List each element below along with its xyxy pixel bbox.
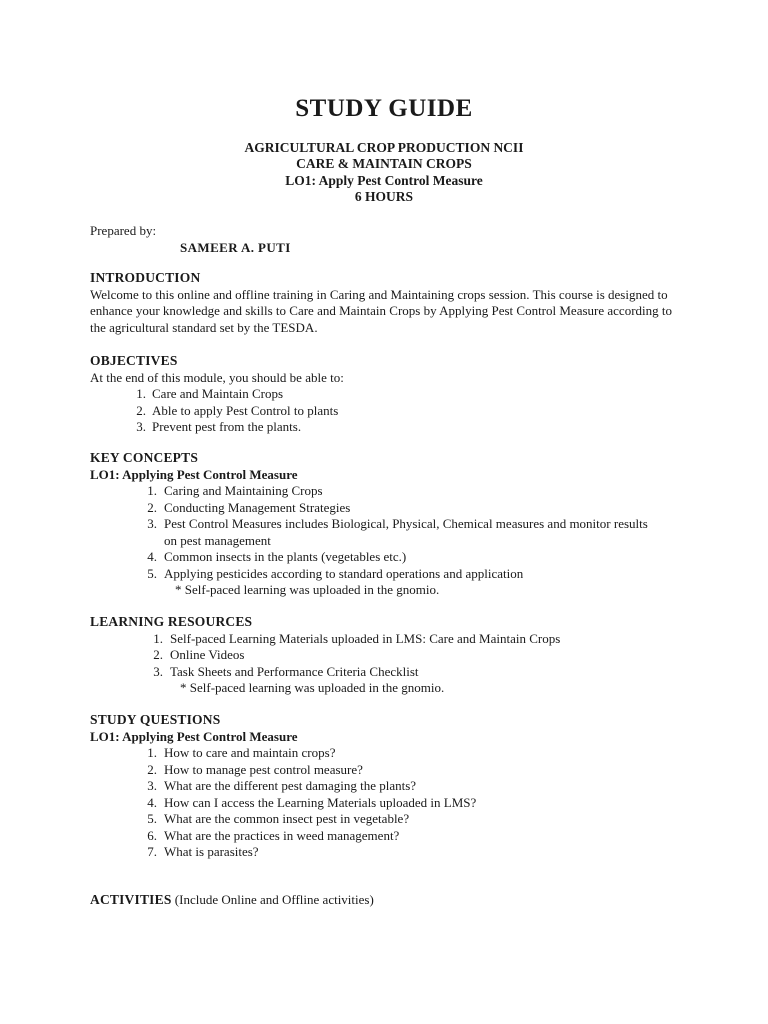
learning-resources-heading: LEARNING RESOURCES <box>90 614 253 629</box>
study-questions-list <box>90 745 690 861</box>
key-concepts-heading: KEY CONCEPTS <box>90 450 199 465</box>
item-text: What are the practices in weed management? <box>164 827 400 843</box>
item-text: How can I access the Learning Materials uploaded in LMS? <box>164 794 477 810</box>
list-item <box>90 828 690 845</box>
list-item <box>90 549 690 566</box>
item-text: Pest Control Measures includes Biological, Physical, Chemical measures and monitor results <box>164 516 648 531</box>
list-item <box>90 386 690 403</box>
introduction-section <box>90 270 690 336</box>
item-number: 7. <box>147 844 157 859</box>
item-text: What are the common insect pest in vegetable? <box>164 811 410 826</box>
item-text: How to manage pest control measure? <box>164 761 363 777</box>
introduction-text: Welcome to this online and offline training in Caring and Maintaining crops session. This course is designed to enhance your knowledge and skills to Care and Maintain Crops by Applying Pest Control Measure according to the agricultural standard set by the TESDA. <box>90 286 672 335</box>
item-text: Prevent pest from the plants. <box>152 419 302 434</box>
duration: 6 HOURS <box>354 189 414 204</box>
list-item <box>96 631 690 648</box>
item-text: What is parasites? <box>164 844 259 859</box>
key-concepts-subheading: LO1: Applying Pest Control Measure <box>90 466 298 482</box>
key-concepts-section <box>90 450 690 599</box>
item-number: 1. <box>153 630 163 646</box>
module-name: CARE & MAINTAIN CROPS <box>296 156 472 171</box>
key-concepts-list <box>90 483 690 582</box>
key-concepts-note: * Self-paced learning was uploaded in the gnomio. <box>175 582 440 597</box>
item-number: 4. <box>147 794 157 810</box>
list-item <box>90 795 690 812</box>
item-text: Task Sheets and Performance Criteria Checklist <box>170 663 419 679</box>
item-number: 2. <box>136 402 146 418</box>
item-number: 3. <box>147 516 157 531</box>
objectives-heading: OBJECTIVES <box>90 353 178 368</box>
objectives-section <box>90 353 690 436</box>
page-title: STUDY GUIDE <box>295 95 473 122</box>
list-item <box>96 647 690 664</box>
item-text: Caring and Maintaining Crops <box>164 483 323 498</box>
list-item <box>90 778 690 795</box>
list-item <box>90 811 690 828</box>
objectives-intro: At the end of this module, you should be able to: <box>90 369 344 385</box>
item-text: Common insects in the plants (vegetables etc.) <box>164 549 407 564</box>
list-item <box>90 500 690 517</box>
item-number: 2. <box>147 761 157 777</box>
item-number: 1. <box>136 386 146 401</box>
list-item <box>96 664 690 681</box>
list-item <box>90 419 690 436</box>
item-text: Self-paced Learning Materials uploaded in LMS: Care and Maintain Crops <box>170 630 561 646</box>
list-item <box>90 566 690 583</box>
item-text: Care and Maintain Crops <box>152 386 284 401</box>
course-name: AGRICULTURAL CROP PRODUCTION NCII <box>244 140 524 155</box>
item-number: 3. <box>136 419 146 434</box>
item-number: 3. <box>153 663 163 679</box>
list-item <box>90 844 690 861</box>
item-number: 3. <box>147 778 157 793</box>
author-name: SAMEER A. PUTI <box>180 240 291 255</box>
list-item <box>90 762 690 779</box>
item-text: Able to apply Pest Control to plants <box>152 402 339 418</box>
study-questions-subheading: LO1: Applying Pest Control Measure <box>90 728 298 744</box>
item-number: 6. <box>147 827 157 843</box>
item-text: How to care and maintain crops? <box>164 745 336 760</box>
list-item <box>90 516 690 549</box>
introduction-heading: INTRODUCTION <box>90 270 201 285</box>
item-text: What are the different pest damaging the plants? <box>164 778 417 793</box>
list-item <box>90 483 690 500</box>
learning-resources-list <box>96 631 690 681</box>
item-number: 5. <box>147 565 157 581</box>
item-number: 1. <box>147 483 157 498</box>
activities-heading: ACTIVITIES <box>90 892 172 907</box>
study-questions-section <box>90 712 690 861</box>
objectives-list <box>90 386 690 436</box>
study-questions-heading: STUDY QUESTIONS <box>90 712 221 727</box>
learning-outcome: LO1: Apply Pest Control Measure <box>285 173 483 188</box>
item-number: 2. <box>153 647 163 662</box>
list-item <box>90 745 690 762</box>
activities-section <box>90 892 690 909</box>
item-text: Conducting Management Strategies <box>164 499 351 515</box>
item-text: Applying pesticides according to standard operations and application <box>164 565 524 581</box>
learning-resources-section <box>90 614 690 697</box>
list-item <box>90 403 690 420</box>
learning-resources-note: * Self-paced learning was uploaded in the gnomio. <box>180 680 445 695</box>
item-number: 2. <box>147 499 157 515</box>
item-text: Online Videos <box>170 647 245 662</box>
prepared-by-label: Prepared by: <box>90 223 157 238</box>
item-number: 4. <box>147 549 157 564</box>
item-text-continued: on pest management <box>164 532 271 548</box>
item-number: 5. <box>147 811 157 826</box>
item-number: 1. <box>147 745 157 760</box>
activities-note: (Include Online and Offline activities) <box>174 892 374 907</box>
